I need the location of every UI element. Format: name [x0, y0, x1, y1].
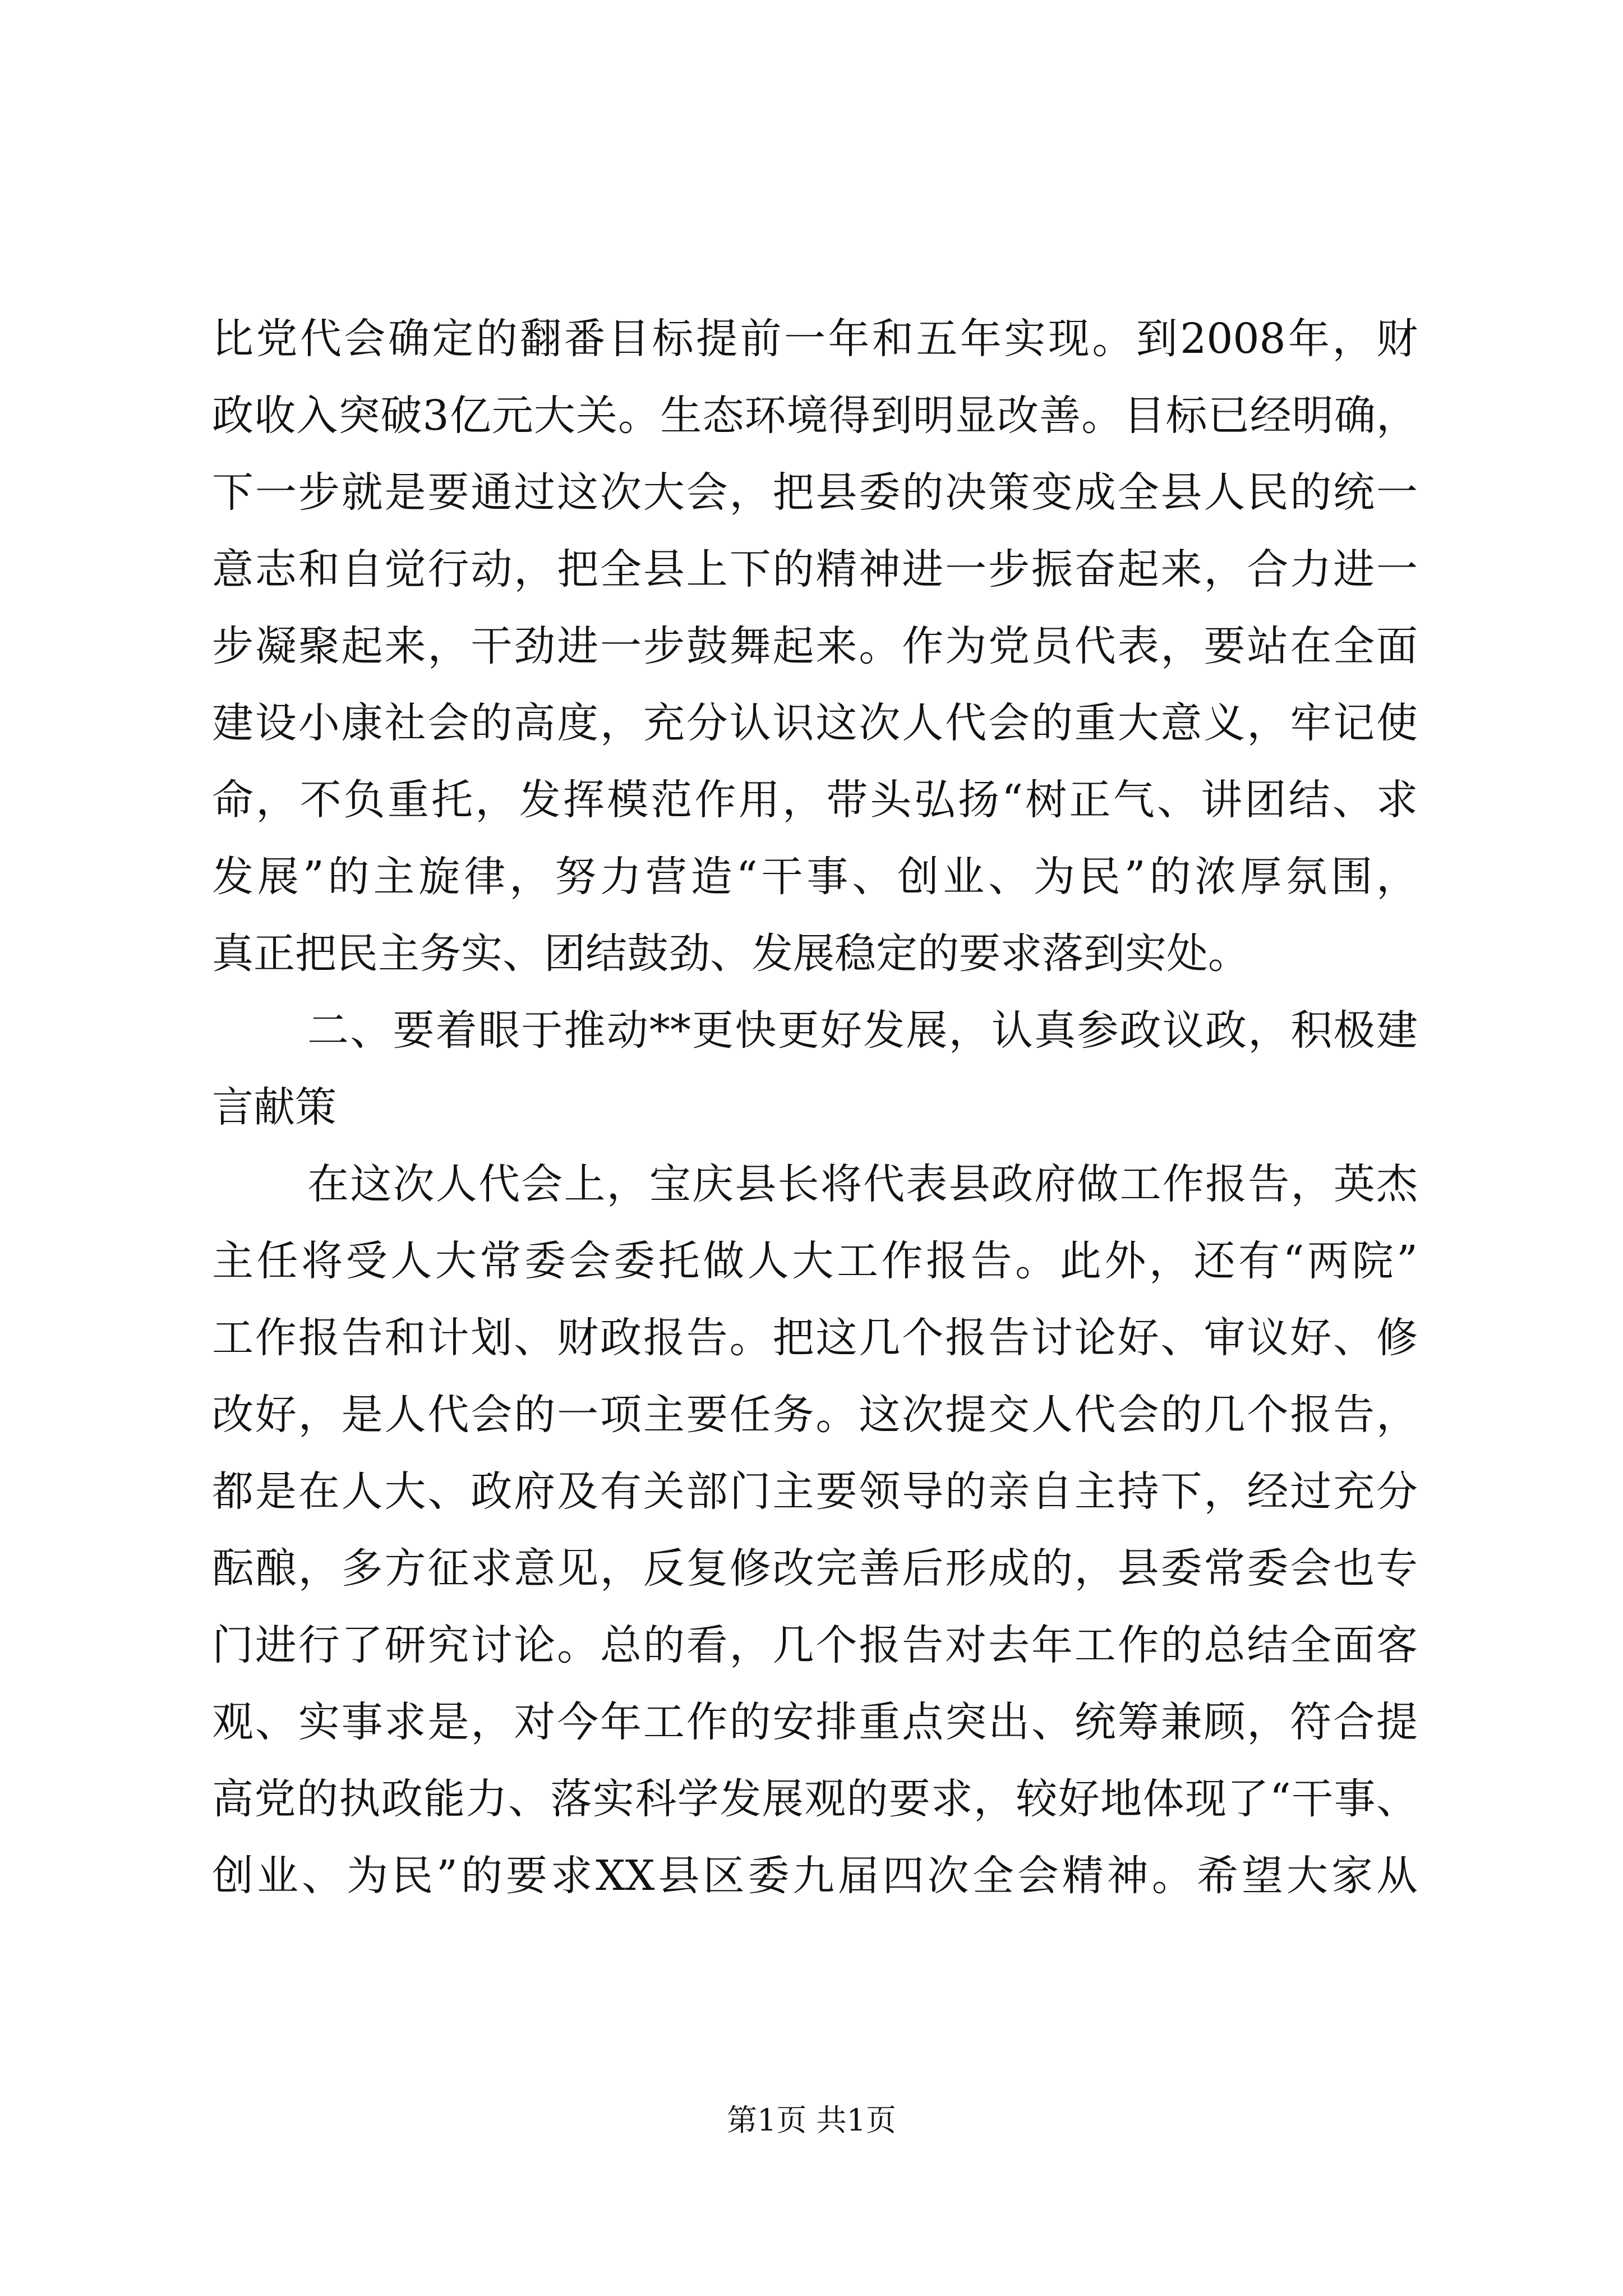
page-number-footer: 第1页 共1页	[727, 2102, 896, 2138]
text-line: 主任将受人大常委会委托做人大工作报告。此外，还有“两院”	[212, 1237, 1418, 1285]
text-line: 意志和自觉行动，把全县上下的精神进一步振奋起来，合力进一	[212, 545, 1418, 593]
text-line: 都是在人大、政府及有关部门主要领导的亲自主持下，经过充分	[212, 1467, 1418, 1516]
text-line: 发展”的主旋律，努力营造“干事、创业、为民”的浓厚氛围，	[212, 853, 1418, 901]
text-line: 命，不负重托，发挥模范作用，带头弘扬“树正气、讲团结、求	[212, 776, 1418, 824]
text-line: 工作报告和计划、财政报告。把这几个报告讨论好、审议好、修	[212, 1314, 1418, 1362]
section-heading-line: 二、要着眼于推动**更快更好发展，认真参政议政，积极建	[307, 1006, 1418, 1055]
text-line: 在这次人代会上，宝庆县长将代表县政府做工作报告，英杰	[307, 1160, 1418, 1208]
text-line: 步凝聚起来，干劲进一步鼓舞起来。作为党员代表，要站在全面	[212, 622, 1418, 670]
text-line: 建设小康社会的高度，充分认识这次人代会的重大意义，牢记使	[212, 699, 1418, 747]
text-line: 创业、为民”的要求XX县区委九届四次全会精神。希望大家从	[212, 1852, 1418, 1900]
text-line: 改好，是人代会的一项主要任务。这次提交人代会的几个报告，	[212, 1391, 1418, 1439]
text-line: 高党的执政能力、落实科学发展观的要求，较好地体现了“干事、	[212, 1775, 1418, 1823]
body-text	[212, 301, 1418, 1915]
text-line: 政收入突破3亿元大关。生态环境得到明显改善。目标已经明确，	[212, 392, 1418, 440]
text-line: 门进行了研究讨论。总的看，几个报告对去年工作的总结全面客	[212, 1621, 1418, 1669]
text-line: 比党代会确定的翻番目标提前一年和五年实现。到2008年，财	[212, 315, 1418, 363]
text-line: 酝酿，多方征求意见，反复修改完善后形成的，县委常委会也专	[212, 1544, 1418, 1593]
text-line: 下一步就是要通过这次大会，把县委的决策变成全县人民的统一	[212, 468, 1418, 517]
section-heading-line: 言献策	[212, 1083, 336, 1131]
text-line: 真正把民主务实、团结鼓劲、发展稳定的要求落到实处。	[212, 930, 1249, 978]
text-line: 观、实事求是，对今年工作的安排重点突出、统筹兼顾，符合提	[212, 1698, 1418, 1746]
